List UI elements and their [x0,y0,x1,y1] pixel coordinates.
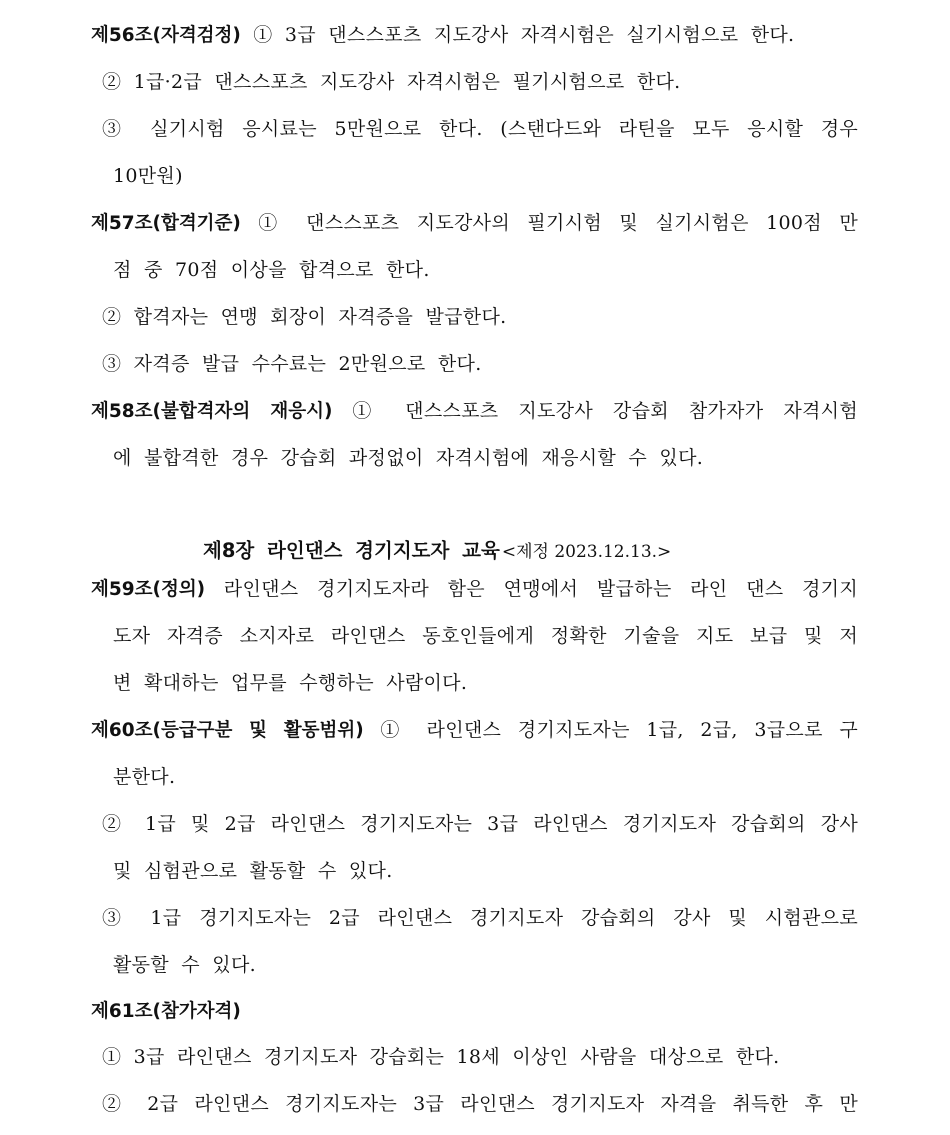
article-60-clause-3-cont: 활동할 수 있다. [113,954,256,976]
article-57-clause-2: ② 합격자는 연맹 회장이 자격증을 발급한다. [102,306,507,328]
article-57-title: 제57조(합격기준) [91,213,241,234]
article-56-clause-3-cont: 10만원) [113,165,183,187]
chapter-note: <제정 2023.12.13.> [501,542,672,562]
article-58-title: 제58조(불합격자의 재응시) [91,401,333,422]
article-57-clause-3: ③ 자격증 발급 수수료는 2만원으로 한다. [102,353,482,375]
article-61-line-1 [91,997,241,1026]
article-57-clause-1-cont: 점 중 70점 이상을 합격으로 한다. [113,259,430,281]
article-60-line-1 [91,716,858,745]
article-57-clause-1: ① 댄스스포츠 지도강사의 필기시험 및 실기시험은 100점 만 [258,212,858,234]
article-59-line-1 [91,575,858,604]
article-61-title: 제61조(참가자격) [91,1001,241,1022]
article-59-text-3: 변 확대하는 업무를 수행하는 사람이다. [113,672,468,694]
article-56-title: 제56조(자격검정) [91,25,241,46]
article-60-clause-1: ① 라인댄스 경기지도자는 1급, 2급, 3급으로 구 [380,719,859,741]
article-56-line-1 [91,21,794,50]
article-56-clause-3: ③ 실기시험 응시료는 5만원으로 한다. (스탠다드와 라틴을 모두 응시할 경우 [102,118,858,140]
article-61-clause-2: ② 2급 라인댄스 경기지도자는 3급 라인댄스 경기지도자 자격을 취득한 후 만 [102,1093,858,1115]
article-59-text-2: 도자 자격증 소지자로 라인댄스 동호인들에게 정확한 기술을 지도 보급 및 저 [113,625,858,647]
article-56-clause-2: ② 1급·2급 댄스스포츠 지도강사 자격시험은 필기시험으로 한다. [102,71,681,93]
chapter-heading [203,537,671,566]
article-59-text-1: 라인댄스 경기지도자라 함은 연맹에서 발급하는 라인 댄스 경기지 [223,578,858,600]
article-56-clause-1: ① 3급 댄스스포츠 지도강사 자격시험은 실기시험으로 한다. [253,24,795,46]
article-59-title: 제59조(정의) [91,579,206,600]
article-60-title: 제60조(등급구분 및 활동범위) [91,720,364,741]
article-60-clause-2: ② 1급 및 2급 라인댄스 경기지도자는 3급 라인댄스 경기지도자 강습회의 강사 [102,813,858,835]
article-58-clause-1-cont: 에 불합격한 경우 강습회 과정없이 자격시험에 재응시할 수 있다. [113,447,704,469]
article-57-line-1 [91,209,858,238]
article-61-clause-1: ① 3급 라인댄스 경기지도자 강습회는 18세 이상인 사람을 대상으로 한다. [102,1046,780,1068]
chapter-title: 제8장 라인댄스 경기지도자 교육 [203,539,500,562]
article-58-line-1 [91,397,858,426]
article-60-clause-1-cont: 분한다. [113,766,176,788]
article-60-clause-2-cont: 및 심험관으로 활동할 수 있다. [113,860,393,882]
article-58-clause-1: ① 댄스스포츠 지도강사 강습회 참가자가 자격시험 [352,400,858,422]
article-60-clause-3: ③ 1급 경기지도자는 2급 라인댄스 경기지도자 강습회의 강사 및 시험관으로 [102,907,858,929]
